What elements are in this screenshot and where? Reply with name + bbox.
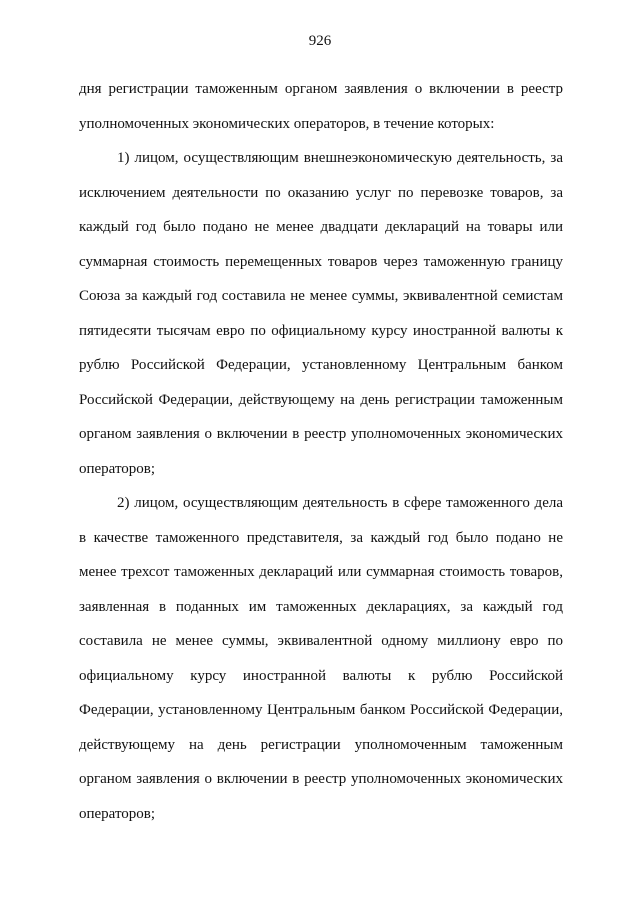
text-line: Российской Федерации, действующему на день регистрации таможенным bbox=[79, 391, 563, 408]
text-line: органом заявления о включении в реестр уполномоченных экономических bbox=[79, 771, 563, 787]
text-line: составила не менее суммы, эквивалентной одному миллиону евро по bbox=[79, 633, 563, 649]
text-line: Федерации, установленному Центральным банком Российской Федерации, bbox=[79, 702, 563, 718]
text-line: органом заявления о включении в реестр уполномоченных экономических bbox=[79, 426, 563, 442]
text-line: операторов; bbox=[79, 805, 156, 822]
text-line: Союза за каждый год составила не менее суммы, эквивалентной семистам bbox=[79, 288, 563, 304]
text-line: в качестве таможенного представителя, за каждый год было подано не bbox=[79, 529, 563, 546]
text-line: уполномоченных экономических операторов, в течение которых: bbox=[79, 115, 495, 132]
document-body bbox=[79, 72, 563, 831]
text-line: 1) лицом, осуществляющим внешнеэкономическую деятельность, за bbox=[117, 150, 563, 166]
text-line: 2) лицом, осуществляющим деятельность в сфере таможенного дела bbox=[117, 495, 563, 511]
paragraph-item-1 bbox=[79, 141, 563, 486]
text-line: исключением деятельности по оказанию услуг по перевозке товаров, за bbox=[79, 184, 563, 201]
text-line: суммарная стоимость перемещенных товаров через таможенную границу bbox=[79, 253, 563, 270]
text-line: операторов; bbox=[79, 460, 156, 477]
text-line: действующему на день регистрации уполномоченным таможенным bbox=[79, 736, 563, 753]
text-line: пятидесяти тысячам евро по официальному курсу иностранной валюты к bbox=[79, 322, 563, 339]
page-number: 926 bbox=[308, 33, 332, 49]
text-line: дня регистрации таможенным органом заявления о включении в реестр bbox=[79, 81, 563, 97]
paragraph-continuation bbox=[79, 72, 563, 141]
text-line: официальному курсу иностранной валюты к рублю Российской bbox=[79, 667, 563, 684]
text-line: менее трехсот таможенных деклараций или суммарная стоимость товаров, bbox=[79, 564, 563, 580]
text-line: каждый год было подано не менее двадцати деклараций на товары или bbox=[79, 219, 563, 235]
text-line: заявленная в поданных им таможенных декларациях, за каждый год bbox=[79, 598, 563, 615]
paragraph-item-2 bbox=[79, 486, 563, 831]
text-line: рублю Российской Федерации, установленному Центральным банком bbox=[79, 357, 563, 373]
